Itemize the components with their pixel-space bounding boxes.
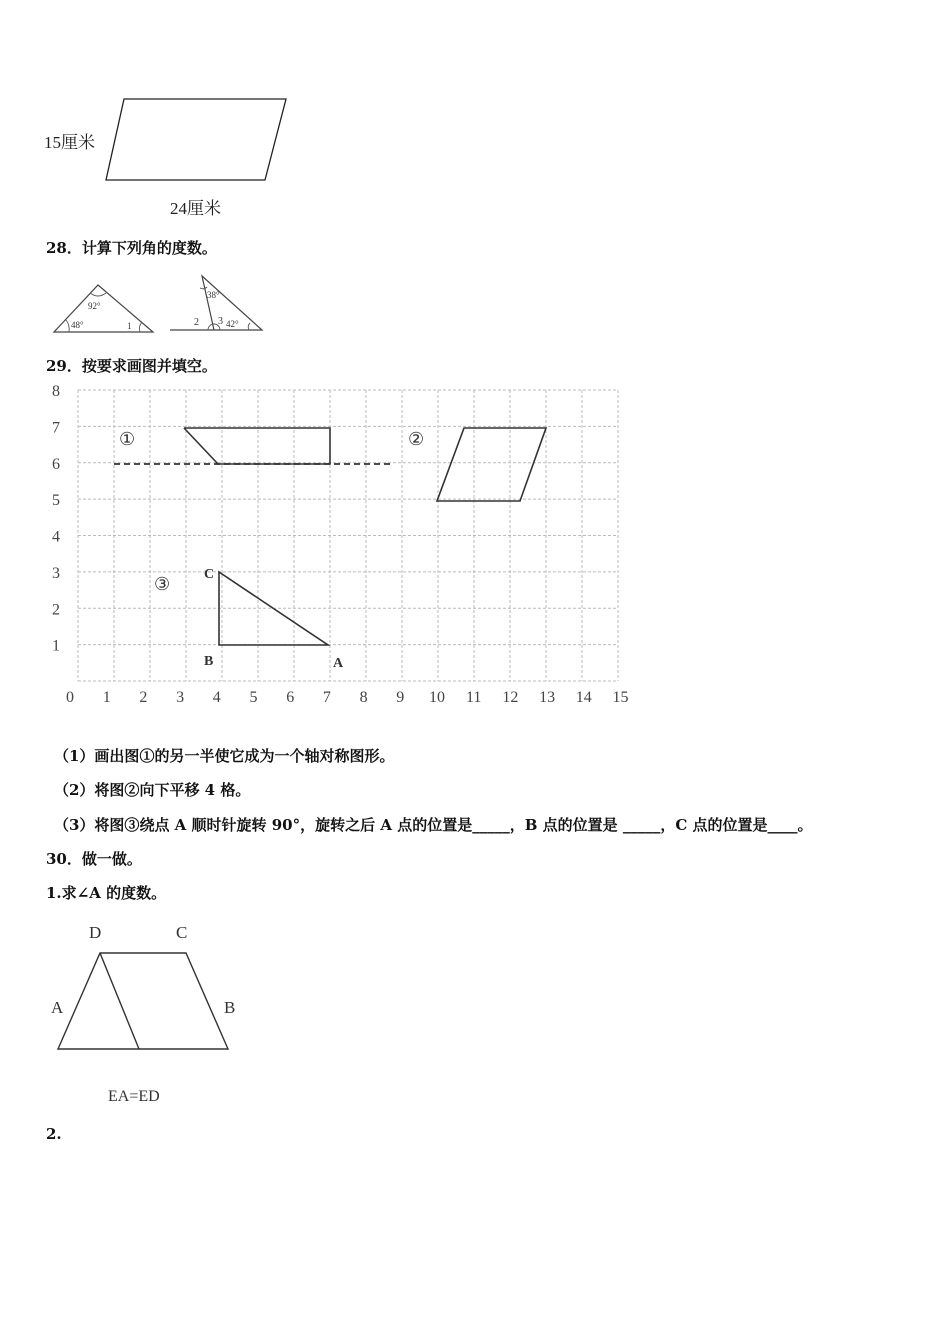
x-tick-label: 1	[102, 689, 111, 706]
trapezoid-shape	[58, 953, 228, 1049]
x-tick-label: 8	[359, 689, 368, 706]
y-tick-label: 3	[52, 564, 60, 582]
q30-sub-1: 1.求∠A 的度数。	[46, 884, 167, 902]
question-28: 28．计算下列角的度数。	[46, 239, 217, 257]
label-b: B	[224, 998, 236, 1017]
q29-sub-1: （1）画出图①的另一半使它成为一个轴对称图形。	[54, 747, 395, 765]
q29-sub-2: （2）将图②向下平移 4 格。	[54, 781, 251, 799]
x-tick-label: 4	[212, 689, 221, 706]
figure-1-label: ①	[119, 429, 136, 449]
y-tick-label: 8	[52, 383, 60, 400]
x-axis-ticks	[66, 689, 629, 706]
tri1-top-angle: 92°	[88, 301, 101, 311]
ea-ed-note: EA=ED	[108, 1088, 160, 1105]
question-29: 29．按要求画图并填空。	[46, 357, 217, 375]
coordinate-grid	[40, 380, 640, 715]
figure-1-half-shape	[184, 428, 330, 464]
tri1-left-angle: 48°	[71, 320, 84, 330]
x-tick-label: 10	[429, 689, 445, 706]
label-d: D	[89, 923, 102, 942]
figure-2-label: ②	[408, 429, 425, 449]
x-tick-label: 14	[575, 689, 592, 706]
x-tick-label: 2	[139, 689, 148, 706]
x-tick-label: 9	[396, 689, 405, 706]
tri2-angle-2: 2	[194, 317, 199, 328]
q30-sub-2: 2.	[46, 1125, 62, 1143]
q29-sub-3: （3）将图③绕点 A 顺时针旋转 90°，旋转之后 A 点的位置是_____，B 点的位置是 _____，C 点的位置是____。	[54, 816, 813, 834]
tri2-top-angle: 38°	[207, 290, 220, 300]
x-tick-label: 3	[176, 689, 185, 706]
x-tick-label: 11	[465, 689, 482, 706]
tri2-right-angle: 42°	[226, 319, 239, 329]
trapezoid-figure	[40, 920, 260, 1110]
base-length-label: 24厘米	[170, 199, 221, 218]
tri1-angle-1: 1	[127, 321, 132, 331]
point-b-label: B	[204, 654, 214, 669]
y-tick-label: 5	[52, 492, 60, 510]
x-tick-label: 7	[322, 689, 331, 706]
y-tick-label: 2	[52, 601, 60, 619]
figure-2-parallelogram	[437, 428, 546, 501]
grid-lines	[78, 390, 618, 681]
figure-3-label: ③	[154, 574, 171, 594]
side-length-label: 15厘米	[44, 133, 95, 152]
angle-triangles-figure	[50, 268, 280, 338]
y-axis-ticks	[52, 383, 60, 655]
x-tick-label: 12	[502, 689, 519, 706]
x-tick-label: 13	[539, 689, 556, 706]
y-tick-label: 6	[52, 455, 60, 473]
label-c: C	[176, 923, 188, 942]
parallelogram-figure	[40, 90, 300, 220]
y-tick-label: 7	[52, 419, 60, 437]
y-tick-label: 1	[52, 637, 60, 655]
tri2-angle-3: 3	[218, 316, 223, 327]
question-30: 30．做一做。	[46, 850, 142, 868]
x-tick-label: 6	[286, 689, 295, 706]
x-tick-label: 0	[66, 689, 74, 706]
y-tick-label: 4	[52, 528, 60, 546]
point-a-label: A	[333, 656, 344, 671]
point-c-label: C	[204, 567, 215, 582]
label-a: A	[51, 998, 64, 1017]
x-tick-label: 5	[249, 689, 258, 706]
segment-de	[100, 953, 139, 1049]
x-tick-label: 15	[612, 689, 629, 706]
